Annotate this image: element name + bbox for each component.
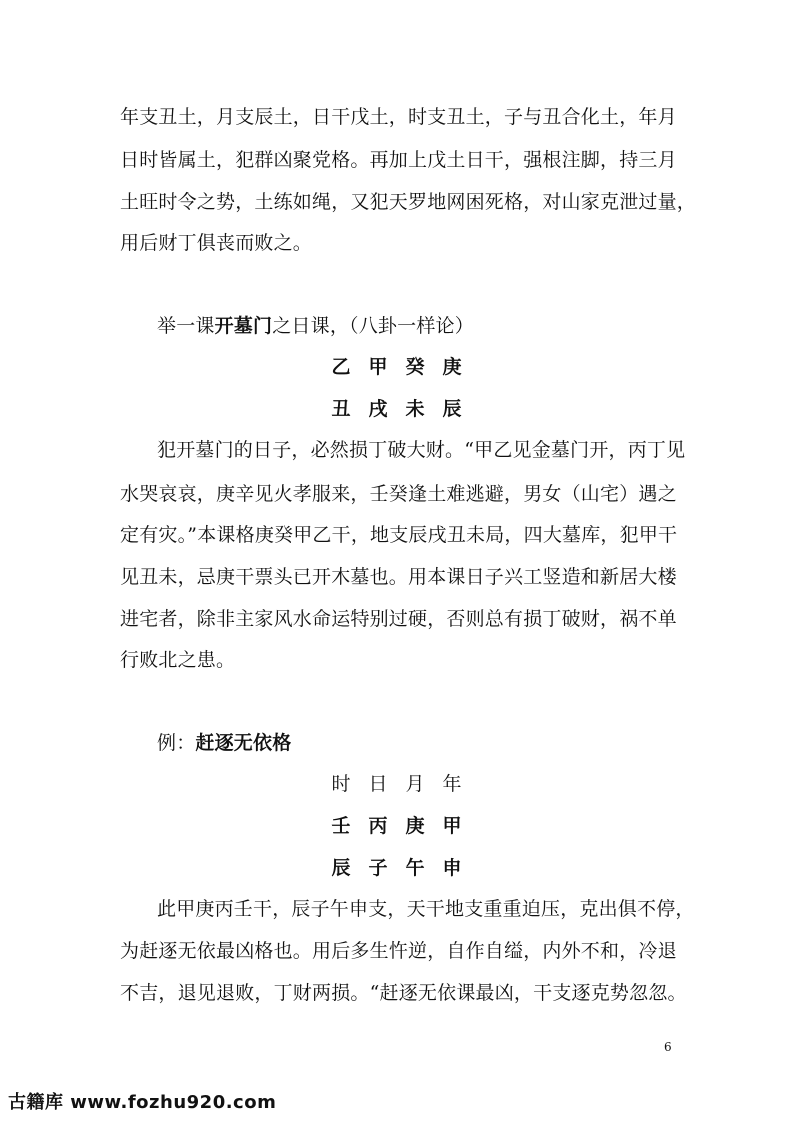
example-1-intro-suffix: 之日课，（八卦一样论） (272, 315, 474, 337)
branch-4: 辰 (442, 398, 462, 420)
paragraph-2-line-4: 见丑未，忌庚干票头已开木墓也。用本课日子兴工竖造和新居大楼 (120, 566, 677, 588)
example-1-stems-row (0, 354, 793, 380)
stem-1: 壬 (331, 815, 351, 837)
stem-3: 庚 (405, 815, 425, 837)
example-2-branches-row (0, 855, 793, 881)
branch-2: 戌 (368, 398, 388, 420)
header-3: 月 (405, 773, 425, 795)
example-2-intro-bold: 赶逐无依格 (195, 732, 292, 754)
stem-1: 乙 (331, 356, 351, 378)
example-1-branches-row (0, 396, 793, 422)
paragraph-2-line-3: 定有灾。”本课格庚癸甲乙干，地支辰戌丑未局，四大墓库，犯甲干 (120, 524, 678, 546)
header-2: 日 (368, 773, 388, 795)
example-2-headers-row (0, 771, 793, 797)
paragraph-3-line-2: 为赶逐无依最凶格也。用后多生忤逆，自作自缢，内外不和，冷退 (120, 940, 677, 962)
paragraph-2-line-5: 进宅者，除非主家风水命运特别过硬，否则总有损丁破财，祸不单 (120, 608, 677, 630)
example-1-intro-prefix: 举一课 (157, 315, 215, 337)
branch-3: 午 (405, 857, 425, 879)
example-1-intro (157, 313, 717, 339)
paragraph-1-line-1: 年支丑土，月支辰土，日干戊土，时支丑土，子与丑合化土，年月 (120, 106, 677, 128)
paragraph-3-line-1: 此甲庚丙壬干，辰子午申支，天干地支重重迫压，克出俱不停， (157, 898, 695, 920)
paragraph-1-line-3: 土旺时令之势，土练如绳，又犯天罗地网困死格，对山家克泄过量， (120, 191, 697, 213)
branch-2: 子 (368, 857, 388, 879)
branch-1: 丑 (331, 398, 351, 420)
branch-1: 辰 (331, 857, 351, 879)
header-4: 年 (442, 773, 462, 795)
paragraph-1-line-2: 日时皆属土，犯群凶聚党格。再加上戊土日干，强根注脚，持三月 (120, 149, 677, 171)
example-2-intro-prefix: 例： (157, 732, 196, 754)
paragraph-2-line-6: 行败北之患。 (120, 649, 236, 671)
paragraph-2-line-2: 水哭哀哀，庚辛见火孝服来，壬癸逢土难逃避，男女（山宅）遇之 (120, 483, 677, 505)
branch-3: 未 (405, 398, 425, 420)
watermark-text: 古籍库 www.fozhu920.com (8, 1092, 277, 1113)
branch-4: 申 (442, 857, 462, 879)
example-2-intro (157, 730, 717, 756)
stem-4: 甲 (442, 815, 462, 837)
stem-2: 甲 (368, 356, 388, 378)
example-2-stems-row (0, 813, 793, 839)
paragraph-1-line-4: 用后财丁俱丧而败之。 (120, 232, 313, 254)
page-number: 6 (664, 1040, 672, 1054)
stem-3: 癸 (405, 356, 425, 378)
stem-2: 丙 (368, 815, 388, 837)
paragraph-2-line-1: 犯开墓门的日子，必然损丁破大财。“甲乙见金墓门开，丙丁见 (157, 439, 686, 461)
example-1-intro-bold: 开墓门 (214, 315, 273, 337)
stem-4: 庚 (442, 356, 462, 378)
paragraph-3-line-3: 不吉，退见退败，丁财两损。“赶逐无依课最凶，干支逐克势忽忽。 (120, 982, 687, 1004)
header-1: 时 (331, 773, 351, 795)
